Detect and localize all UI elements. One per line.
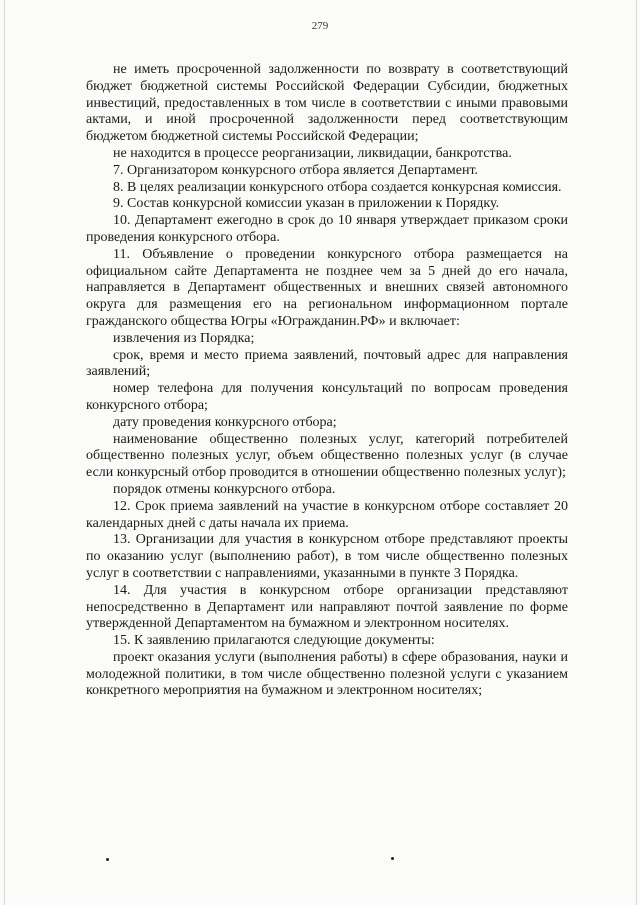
paragraph: 7. Организатором конкурсного отбора является Департамент. [113,162,479,178]
scan-speck [106,858,109,861]
paragraph: не находится в процессе реорганизации, ликвидации, банкротства. [113,145,512,161]
paragraph: наименование общественно полезных услуг, категорий потребителей общественно полезных услуг, объем общественно полезных услуг (в случае если конкурсный отбор проводится в отношении общественно полезных услуг); [86,431,568,481]
paragraph: 14. Для участия в конкурсном отборе организации представляют непосредственно в Департамент или направляют почтой заявление по форме утвержденной Департаментом на бумажном и электронном носителях. [86,582,568,632]
paragraph: срок, время и место приема заявлений, почтовый адрес для направления заявлений; [86,347,568,380]
paragraph: 15. К заявлению прилагаются следующие документы: [113,633,435,649]
paragraph: 13. Организации для участия в конкурсном отборе представляют проекты по оказанию услуг (выполнению работ), в том числе общественно полезных услуг в соответствии с направлениями, указанными в пункте 3 Порядка. [86,532,568,581]
paragraph: извлечения из Порядка; [113,330,255,346]
paragraph: дату проведения конкурсного отбора; [113,414,337,430]
paragraph: порядок отмены конкурсного отбора. [113,481,336,497]
paragraph: номер телефона для получения консультаций по вопросам проведения конкурсного отбора; [86,381,568,413]
scan-edge-right [636,0,637,905]
document-body [86,62,568,700]
scan-speck [391,857,394,860]
paragraph: 11. Объявление о проведении конкурсного отбора размещается на официальном сайте Департамента не позднее чем за 5 дней до его начала, направляется в Департамент общественных и внешних связей автономного округа для размещения его на региональном информационном портале гражданского общества Югры «Югражданин.РФ» и включает: [86,246,568,329]
paragraph: 8. В целях реализации конкурсного отбора создается конкурсная комиссия. [113,179,562,195]
paragraph: не иметь просроченной задолженности по возврату в соответствующий бюджет бюджетной системы Российской Федерации Субсидии, бюджетных инвестиций, предоставленных в том числе в соответствии с иными правовыми актами, и иной просроченной задолженности перед соответствующим бюджетом бюджетной системы Российской Федерации; [86,62,568,145]
paragraph: 12. Срок приема заявлений на участие в конкурсном отборе составляет 20 календарных дней с даты начала их приема. [86,498,568,531]
page-number: 279 [311,20,329,32]
paragraph: проект оказания услуги (выполнения работы) в сфере образования, науки и молодежной политики, в том числе общественно полезной услуги с указанием конкретного мероприятия на бумажном и электронном носителях; [86,649,568,699]
paragraph: 9. Состав конкурсной комиссии указан в приложении к Порядку. [113,196,500,212]
paragraph: 10. Департамент ежегодно в срок до 10 января утверждает приказом сроки проведения конкурсного отбора. [86,213,568,245]
scan-edge-left [4,0,5,905]
